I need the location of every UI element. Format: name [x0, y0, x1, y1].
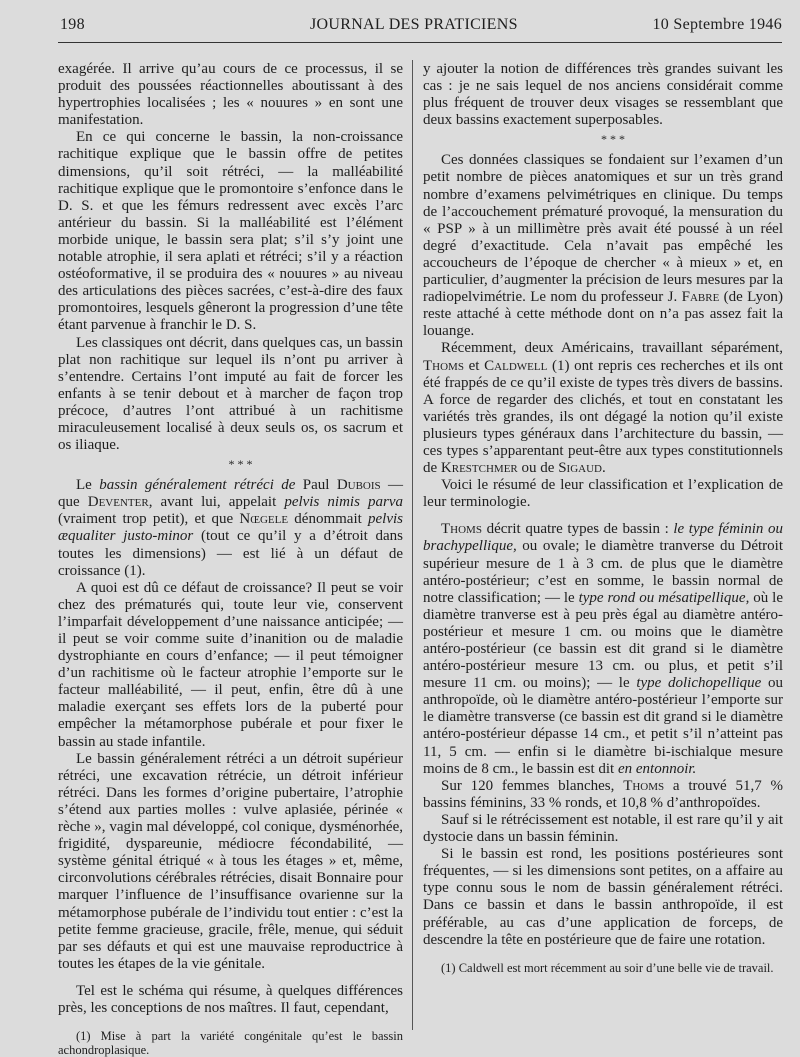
author-name: Thoms — [423, 357, 464, 374]
text-run: — que — [58, 477, 404, 511]
text-run: pelvis æqualiter justo-minor — [58, 511, 403, 545]
text-run: ou anthropoïde, où le diamètre antéro-postérieur l’emporte sur le diamètre transverse (ce bassin est dit grand si le diamètre antéro-postérieur dépasse 14 cm., et petit s’il n’atteint pas 11, 5 cm. — enfin si le diamètre bi-ischialque mesure moins de 8 cm., le bassin est dit — [423, 675, 784, 777]
page-number: 198 — [60, 16, 85, 33]
text-run: type rond ou mésatipellique, — [578, 589, 750, 606]
paragraph: Si le bassin est rond, les positions postérieures sont fréquentes, — si les dimensions sont petites, on a affaire au type connu sous le nom de bassin généralement rétréci. Dans ce bassin et dans le bassin anthropoïde, il est préférable, au cas d’une application de forceps, de descendre la tête en postérieure que de faire une rotation. — [423, 846, 783, 948]
paragraph: Le bassin généralement rétréci a un détroit supérieur rétréci, une excavation rétrécie, un détroit inférieur rétréci. Dans les formes d’origine pubertaire, l’atrophie s’étend aux parties molles : vulve aplasiée, périnée « rèche », vagin mal développé, col conique, dysménorhée, frigidité, dyspareunie, médiocre fécondabilité, — système génital étriqué « à tous les étages » et, même, circonvolutions cérébrales rétrécies, disait Bonnaire pour marquer l’influence de l’insuffisance ovarienne sur la métamorphose pubérale de l’individu tout entier : c’est la petite femme gracieuse, gracile, frêle, menue, qui séduit par ses défauts et qui est une mauvaise reproductrice à toutes les étapes de la vie génitale. — [58, 750, 403, 972]
text-run: . — [601, 460, 606, 477]
running-header — [60, 10, 782, 40]
text-run: , avant lui, appelait — [148, 494, 285, 511]
header-rule — [58, 42, 782, 43]
text-run: ou ovale; le diamètre tranverse du Détroit supérieur mesure de 1 à 3 cm. de plus que le diamètre antéro-postérieur; c’est en somme, le bassin normal de notre classification; — le — [423, 538, 783, 606]
issue-date: 10 Septembre 1946 — [652, 16, 782, 33]
author-name: Krestchmer — [440, 460, 518, 477]
paragraph: y ajouter la notion de différences très grandes suivant les cas : je ne sais lequel de nos anciens considérait comme plus fréquent de trouver deux visages se ressemblant que deux bassins exactement superposables. — [423, 61, 783, 129]
paragraph — [423, 152, 783, 340]
paragraph: En ce qui concerne le bassin, la non-croissance rachitique explique que le bassin offre de petites dimensions, qu’il soit rétréci, — la malléabilité rachitique explique que le promontoire s’enfonce dans le D. S. et que les fémurs redressent avec excès l’arc antérieur du bassin. Si la malléabilité est l’élément morbide unique, le bassin sera plat; s’il s’y joint une notable atrophie, il sera aplati et rétréci; s’il y a réaction ostéoformative, il se produira des « nouures » au niveau des articulations des pièces sacrées, c’est-à-dire des faux promontoires, lesquels gêneront la progression d’une tête étant parvenue à franchir le D. S. — [58, 129, 403, 334]
paragraph: Les classiques ont décrit, dans quelques cas, un bassin plat non rachitique sur lequel ils n’ont pu arriver à s’entendre. Certains l’ont imputé au fait de forcer les enfants à se tenir debout et à marcher de façon trop précoce, d’autres l’ont attribué à un rachitisme miraculeusement localisé à deux seuls os, os sacrum et os iliaque. — [58, 334, 403, 454]
author-name: Dubois — [336, 477, 381, 494]
paragraph: A quoi est dû ce défaut de croissance? Il peut se voir chez des prématurés qui, toute leur vie, conservent l’imparfait développement d’une naissance anticipée; — il peut se voir comme suite d’inanition ou de maladie dystrophiante en cours d’enfance; — il peut témoigner d’un rachitisme où le facteur atrophie l’emporte sur le facteur malléabilité, — il peut, enfin, être dû à une maladie exerçant ses effets lors de la puberté pour empêcher la métamorphose pubérale et pour fixer le bassin au stade infantile. — [58, 579, 403, 750]
text-run: (de Lyon) reste attaché à cette méthode dont on n’a pas assez fait la louange. — [423, 289, 784, 340]
section-separator: * * * — [601, 132, 625, 147]
author-name: Nœgele — [239, 511, 289, 528]
paragraph — [423, 778, 783, 812]
text-run: décrit quatre types de bassin : — [481, 521, 674, 538]
journal-title: JOURNAL DES PRATICIENS — [310, 16, 518, 33]
footnote: (1) Mise à part la variété congénitale qu’est le bassin achondroplasique. — [58, 1029, 403, 1057]
text-run: Ces données classiques se fondaient sur l’examen d’un petit nombre de pièces anatomiques et sur un très grand nombre d’examens pelvimétriques en clinique. Du temps de l’accouchement prématuré provoqué, la mensuration du « PSP » à un millimètre près avait été poussé à un réel degré d’exactitude. Cela n’avait pas empêché les accoucheurs de l’époque de chercher « à mieux » et, en particulier, d’augmenter la précision de leurs mesures par la radiopelvimétrie. Le nom du professeur J. — [423, 152, 783, 306]
footnote: (1) Caldwell est mort récemment au soir d’une belle vie de travail. — [441, 960, 774, 975]
text-run: a trouvé 51,7 % bassins féminins, 33 % ronds, et 10,8 % d’anthropoïdes. — [423, 777, 783, 811]
text-run: Paul — [295, 477, 337, 494]
author-name: Thoms — [623, 777, 665, 794]
author-name: Thoms — [441, 521, 482, 538]
paragraph — [58, 477, 403, 580]
text-run: type dolichopellique — [636, 675, 762, 692]
author-name: Fabre — [681, 289, 720, 306]
paragraph: Sauf si le rétrécissement est notable, il est rare qu’il y ait dystocie dans un bassin féminin. — [423, 811, 783, 846]
text-run: Sur 120 femmes blanches, — [441, 777, 624, 794]
text-run: (1) ont repris ces recherches et ils ont été frappés de ce qu’il existe de types très divers de bassins. A force de regarder des clichés, et tout en constatant les variétés très grandes, ils ont dégagé la notion qu’il existe plusieurs types généraux dans l’architecture du bassin, — ces types s’apparentant peut-être aux types constitutionnels de — [423, 357, 784, 477]
paragraph: Voici le résumé de leur classification et l’explication de leur terminologie. — [423, 477, 783, 511]
paragraph — [423, 521, 783, 777]
column-divider — [412, 60, 413, 1030]
text-run: Le — [76, 477, 100, 494]
text-run: en entonnoir. — [617, 760, 697, 777]
paragraph: Tel est le schéma qui résume, à quelques différences près, les conceptions de nos maîtres. Il faut, cependant, — [58, 982, 403, 1016]
text-run: (vraiment trop petit), et que — [58, 511, 240, 528]
text-run: le type féminin ou brachypellique, — [423, 521, 783, 555]
author-name: Caldwell — [484, 357, 548, 374]
text-run: bassin généralement rétréci de — [99, 477, 296, 494]
text-run: ou de — [517, 460, 559, 477]
text-run: où le diamètre tranverse est à peu près égal au diamètre antéro-postérieur et mesure 1 cm. ou moins que le diamètre antéro-postérieur (ce bassin est dit grand si le diamètre antéro-postérieur mesure 13 cm. ou plus, et petit s’il mesure 11 cm. ou moins); — le — [423, 589, 783, 692]
text-run: Récemment, deux Américains, travaillant séparément, — [441, 340, 783, 357]
paragraph — [423, 340, 783, 477]
right-column — [423, 61, 783, 975]
text-run: et — [463, 357, 485, 374]
left-column — [58, 61, 403, 1057]
author-name: Deventer — [87, 494, 149, 511]
section-separator: * * * — [228, 457, 253, 472]
paragraph: exagérée. Il arrive qu’au cours de ce processus, il se produit des poussées réactionnelles aboutissant à des hypertrophies localisées ; les « nouures » en sont une manifestation. — [58, 61, 403, 129]
text-run: (tout ce qu’il y a d’étroit dans toutes les dimensions) — est lié à un défaut de croissance (1). — [58, 528, 404, 579]
author-name: Sigaud — [558, 460, 602, 477]
text-run: dénommait — [288, 511, 368, 528]
text-run: pelvis nimis parva — [284, 494, 403, 511]
